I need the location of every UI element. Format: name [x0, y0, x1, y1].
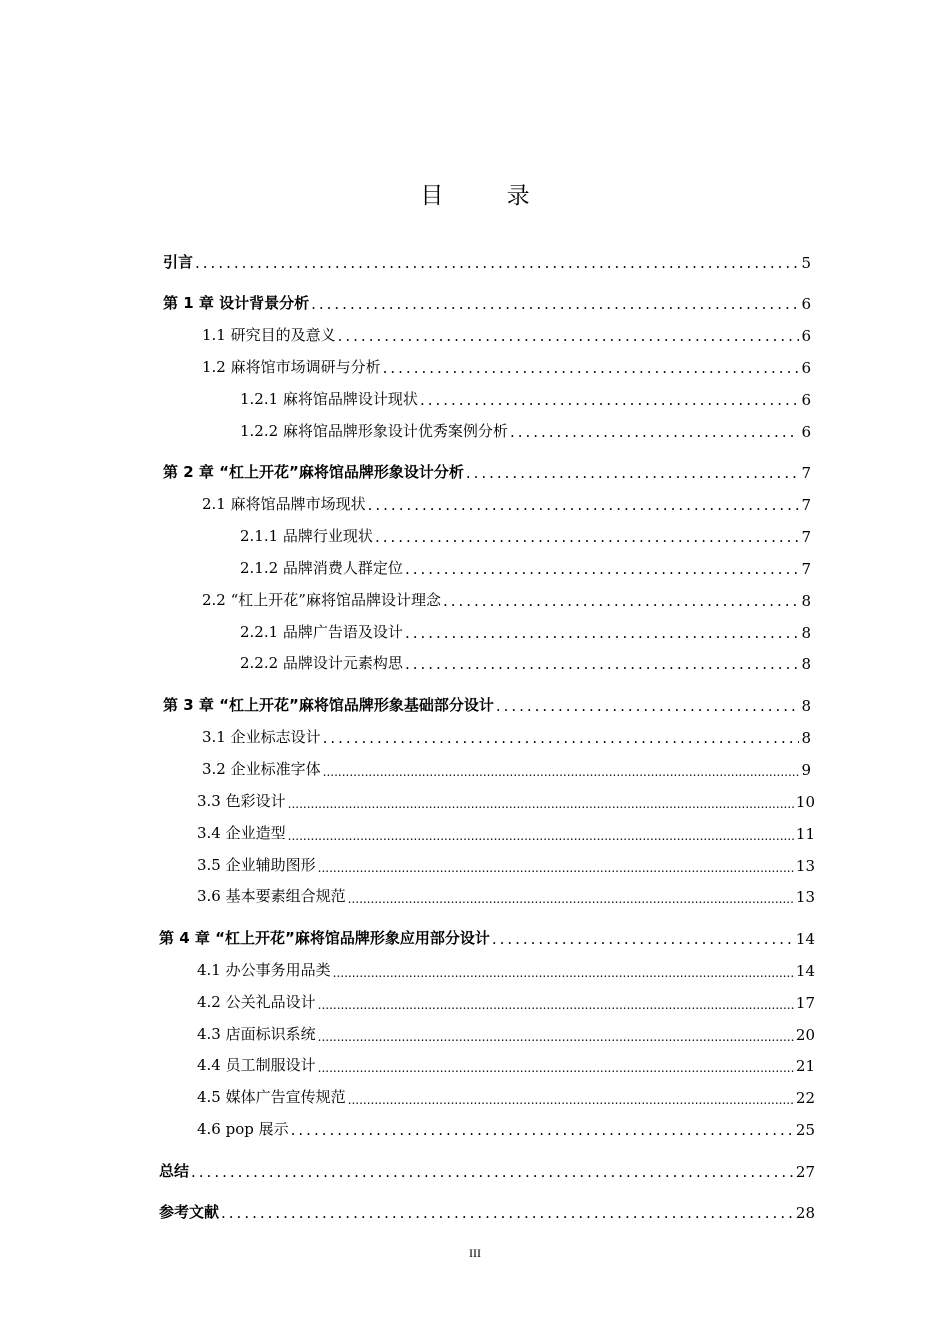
- toc-entry-2-2-1[interactable]: [240, 618, 811, 642]
- toc-entry-text: 4.1 办公事务用品类: [197, 961, 331, 979]
- toc-page-number: 20: [795, 1026, 815, 1044]
- toc-entry-2-2-2[interactable]: [240, 649, 811, 673]
- toc-entry-text: 3.3 色彩设计: [197, 792, 286, 810]
- toc-entry-2-1[interactable]: [202, 490, 811, 514]
- toc-entry-text: 第 1 章 设计背景分析: [163, 294, 310, 312]
- page-footer-number: III: [469, 1246, 481, 1260]
- toc-entry-text: 1.2.1 麻将馆品牌设计现状: [240, 390, 418, 408]
- toc-page-number: 6: [801, 423, 811, 441]
- toc-page-number: 21: [795, 1057, 815, 1075]
- toc-dot-leader: [375, 528, 800, 546]
- toc-page-number: 5: [801, 254, 811, 272]
- toc-entry-4-3[interactable]: [197, 1020, 815, 1044]
- toc-page-number: 7: [801, 528, 811, 546]
- toc-entry-text: 4.2 公关礼品设计: [197, 993, 316, 1011]
- toc-dot-leader: [333, 966, 794, 980]
- toc-dot-leader: [318, 1061, 794, 1075]
- toc-entry-4-6[interactable]: [197, 1115, 815, 1139]
- toc-dot-leader: [288, 829, 794, 843]
- toc-page-number: 6: [801, 295, 811, 313]
- toc-entry-chapter-4[interactable]: [159, 924, 815, 948]
- toc-dot-leader: [510, 423, 800, 441]
- toc-entry-text: 4.3 店面标识系统: [197, 1025, 316, 1043]
- toc-page-number: 8: [801, 655, 811, 673]
- toc-entry-text: 3.2 企业标准字体: [202, 760, 321, 778]
- toc-page-number: 8: [801, 592, 811, 610]
- toc-dot-leader: [466, 464, 800, 482]
- toc-dot-leader: [348, 1093, 794, 1107]
- toc-page-number: 17: [795, 994, 815, 1012]
- toc-entry-2-1-1[interactable]: [240, 522, 811, 546]
- toc-page-number: 8: [801, 624, 811, 642]
- toc-dot-leader: [318, 1030, 794, 1044]
- toc-entry-text: 3.1 企业标志设计: [202, 728, 321, 746]
- toc-entry-chapter-1[interactable]: [163, 289, 811, 313]
- toc-entry-3-5[interactable]: [197, 851, 815, 875]
- toc-page-number: 7: [801, 496, 811, 514]
- toc-dot-leader: [420, 391, 800, 409]
- toc-page-number: 7: [801, 560, 811, 578]
- toc-dot-leader: [291, 1121, 794, 1139]
- toc-dot-leader: [348, 892, 794, 906]
- toc-page-number: 25: [795, 1121, 815, 1139]
- toc-entry-text: 2.2.2 品牌设计元素构思: [240, 654, 403, 672]
- toc-entry-4-5[interactable]: [197, 1083, 815, 1107]
- toc-entry-text: 1.1 研究目的及意义: [202, 326, 336, 344]
- toc-page-number: 10: [795, 793, 815, 811]
- toc-entry-text: 第 4 章 “杠上开花”麻将馆品牌形象应用部分设计: [159, 929, 490, 947]
- toc-entry-chapter-2[interactable]: [163, 458, 811, 482]
- toc-entry-1-2-1[interactable]: [240, 385, 811, 409]
- toc-dot-leader: [492, 930, 794, 948]
- toc-entry-text: 4.4 员工制服设计: [197, 1056, 316, 1074]
- toc-dot-leader: [311, 295, 799, 313]
- toc-entry-text: 引言: [163, 253, 194, 271]
- toc-entry-4-2[interactable]: [197, 988, 815, 1012]
- toc-entry-3-4[interactable]: [197, 819, 815, 843]
- page-title: 目 录: [420, 183, 558, 209]
- toc-page-number: 6: [801, 327, 811, 345]
- toc-page-number: 6: [801, 359, 811, 377]
- toc-entry-text: 2.1.1 品牌行业现状: [240, 527, 373, 545]
- toc-page-number: 8: [801, 697, 811, 715]
- toc-entry-text: 2.2 “杠上开花”麻将馆品牌设计理念: [202, 591, 441, 609]
- toc-entry-3-6[interactable]: [197, 882, 815, 906]
- toc-dot-leader: [368, 496, 800, 514]
- toc-dot-leader: [405, 560, 800, 578]
- toc-entry-1-2[interactable]: [202, 353, 811, 377]
- toc-entry-text: 3.6 基本要素组合规范: [197, 887, 346, 905]
- toc-dot-leader: [195, 254, 799, 272]
- toc-entry-text: 2.1.2 品牌消费人群定位: [240, 559, 403, 577]
- toc-entry-text: 1.2 麻将馆市场调研与分析: [202, 358, 381, 376]
- toc-page-number: 28: [795, 1204, 815, 1222]
- toc-page-number: 27: [795, 1163, 815, 1181]
- toc-entry-references[interactable]: [159, 1198, 815, 1222]
- toc-dot-leader: [405, 655, 800, 673]
- toc-entry-1-1[interactable]: [202, 321, 811, 345]
- toc-page-number: 9: [801, 761, 811, 779]
- toc-entry-summary[interactable]: [159, 1157, 815, 1181]
- toc-page-number: 13: [795, 888, 815, 906]
- toc-entry-text: 3.5 企业辅助图形: [197, 856, 316, 874]
- toc-dot-leader: [443, 592, 799, 610]
- toc-entry-text: 2.1 麻将馆品牌市场现状: [202, 495, 366, 513]
- toc-entry-text: 总结: [159, 1162, 190, 1180]
- toc-page-number: 6: [801, 391, 811, 409]
- toc-dot-leader: [383, 359, 800, 377]
- toc-page-number: 11: [795, 825, 815, 843]
- toc-entry-3-1[interactable]: [202, 723, 811, 747]
- toc-entry-text: 3.4 企业造型: [197, 824, 286, 842]
- toc-dot-leader: [191, 1163, 794, 1181]
- toc-entry-text: 4.5 媒体广告宣传规范: [197, 1088, 346, 1106]
- toc-entry-1-2-2[interactable]: [240, 417, 811, 441]
- toc-entry-3-2[interactable]: [202, 755, 811, 779]
- toc-entry-4-1[interactable]: [197, 956, 815, 980]
- toc-entry-text: 第 2 章 “杠上开花”麻将馆品牌形象设计分析: [163, 463, 464, 481]
- toc-entry-text: 第 3 章 “杠上开花”麻将馆品牌形象基础部分设计: [163, 696, 494, 714]
- toc-entry-4-4[interactable]: [197, 1051, 815, 1075]
- toc-dot-leader: [323, 765, 800, 779]
- toc-dot-leader: [405, 624, 800, 642]
- toc-page-number: 22: [795, 1089, 815, 1107]
- toc-entry-intro[interactable]: [163, 248, 811, 272]
- toc-page-number: 13: [795, 857, 815, 875]
- toc-entry-2-1-2[interactable]: [240, 554, 811, 578]
- toc-page-number: 7: [801, 464, 811, 482]
- toc-entry-text: 4.6 pop 展示: [197, 1120, 289, 1138]
- toc-entry-3-3[interactable]: [197, 787, 815, 811]
- toc-entry-text: 1.2.2 麻将馆品牌形象设计优秀案例分析: [240, 422, 508, 440]
- toc-dot-leader: [221, 1204, 794, 1222]
- toc-dot-leader: [318, 998, 794, 1012]
- toc-dot-leader: [323, 729, 800, 747]
- toc-entry-2-2[interactable]: [202, 586, 811, 610]
- toc-entry-chapter-3[interactable]: [163, 691, 811, 715]
- toc-entry-text: 2.2.1 品牌广告语及设计: [240, 623, 403, 641]
- toc-dot-leader: [288, 797, 794, 811]
- toc-page-number: 14: [795, 962, 815, 980]
- toc-dot-leader: [338, 327, 800, 345]
- toc-entry-text: 参考文献: [159, 1203, 220, 1221]
- toc-page-number: 14: [795, 930, 815, 948]
- toc-page-number: 8: [801, 729, 811, 747]
- toc-dot-leader: [318, 861, 794, 875]
- toc-dot-leader: [496, 697, 800, 715]
